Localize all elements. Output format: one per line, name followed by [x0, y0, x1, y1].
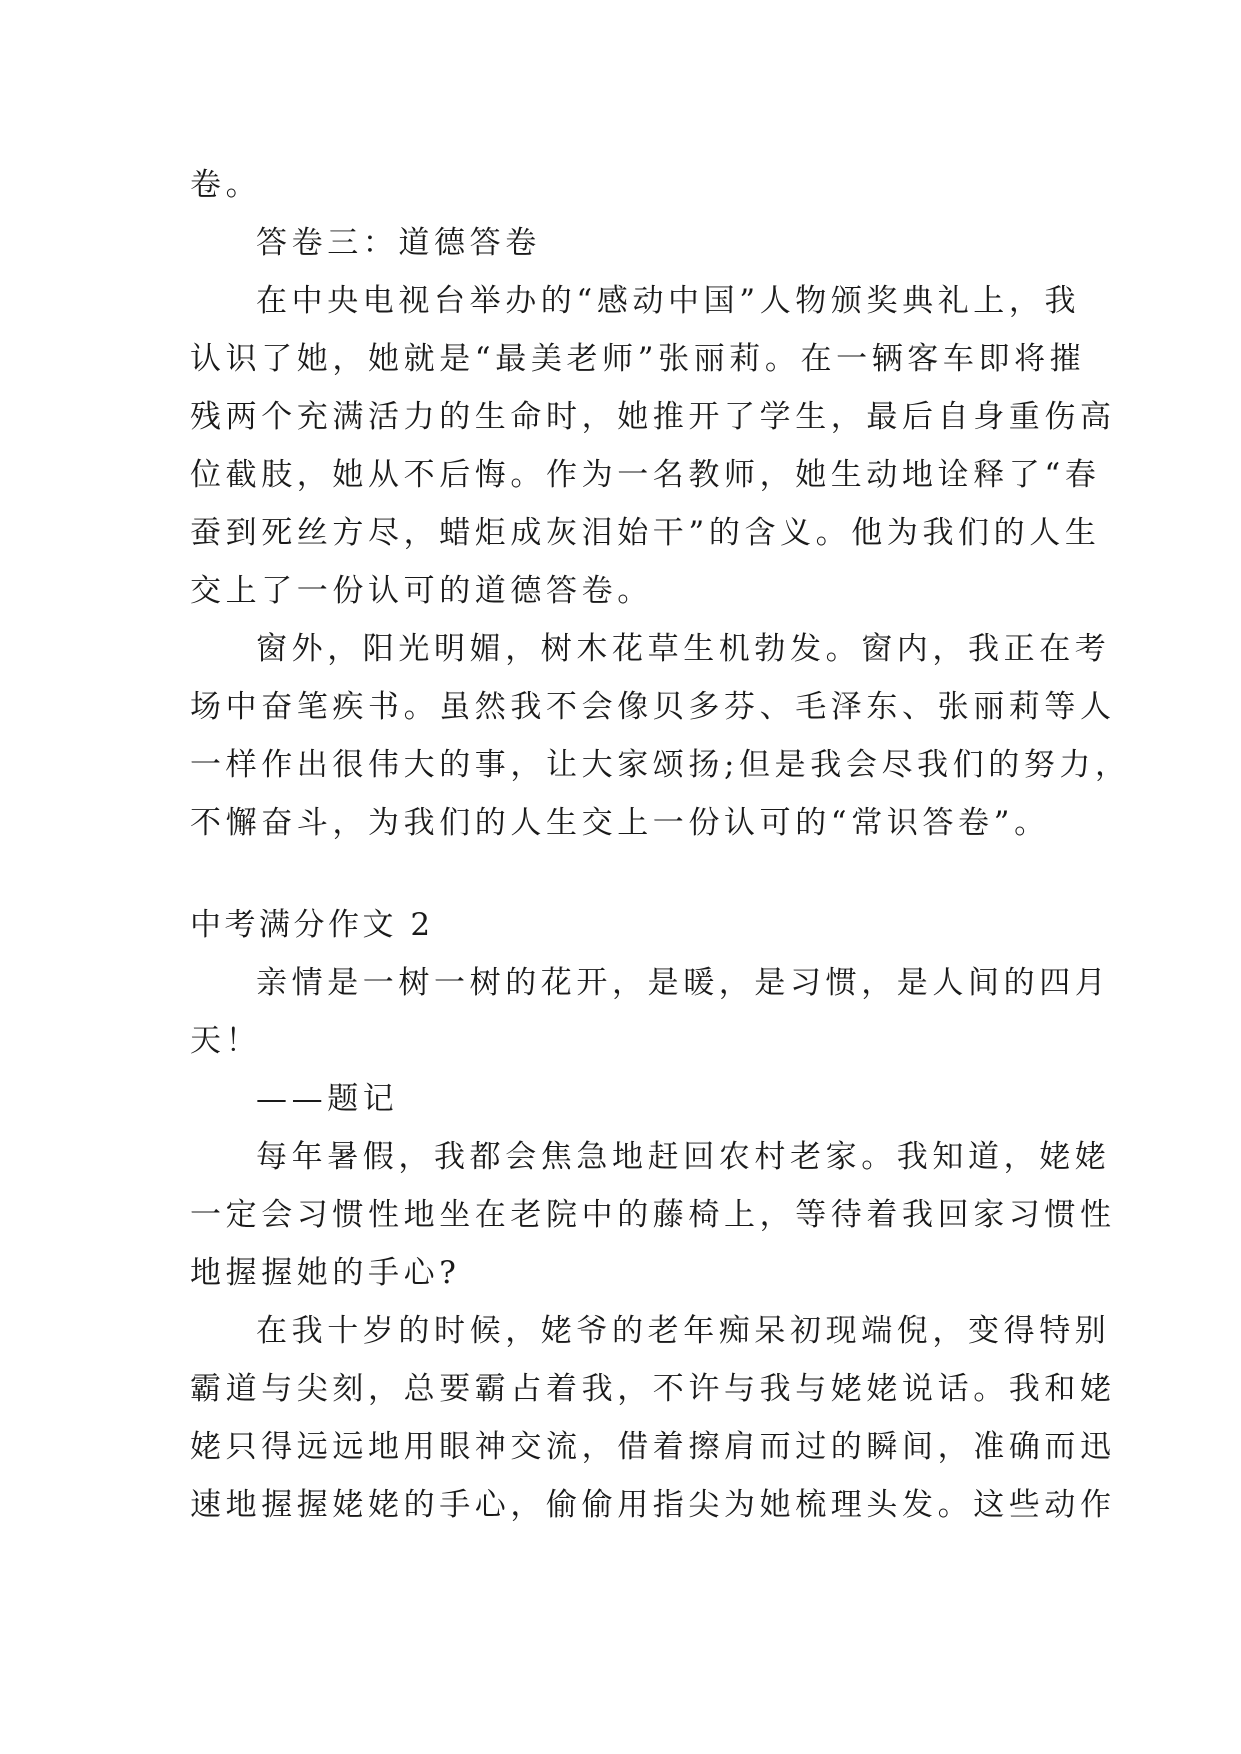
paragraph-line: 天！ [190, 1023, 262, 1059]
paragraph-line: 残两个充满活力的生命时，她推开了学生，最后自身重伤高 [190, 399, 1116, 435]
paragraph-line: 一定会习惯性地坐在老院中的藤椅上，等待着我回家习惯性 [190, 1197, 1116, 1233]
paragraph-line: 交上了一份认可的道德答卷。 [190, 573, 653, 609]
paragraph-line: 不懈奋斗，为我们的人生交上一份认可的“常识答卷”。 [190, 805, 1050, 841]
text-line: 卷。 [190, 167, 262, 203]
paragraph-line: 在中央电视台举办的“感动中国”人物颁奖典礼上，我 [256, 283, 1081, 319]
paragraph-line: 速地握握姥姥的手心，偷偷用指尖为她梳理头发。这些动作 [190, 1487, 1116, 1523]
paragraph-line: 每年暑假，我都会焦急地赶回农村老家。我知道，姥姥 [256, 1139, 1111, 1175]
paragraph-line: 蚕到死丝方尽，蜡炬成灰泪始干”的含义。他为我们的人生 [190, 515, 1101, 551]
paragraph-line: 一样作出很伟大的事，让大家颂扬;但是我会尽我们的努力， [190, 747, 1131, 783]
paragraph-line: 在我十岁的时候，姥爷的老年痴呆初现端倪，变得特别 [256, 1313, 1111, 1349]
paragraph-line: 认识了她，她就是“最美老师”张丽莉。在一辆客车即将摧 [190, 341, 1086, 377]
paragraph-line: 位截肢，她从不后悔。作为一名教师，她生动地诠释了“春 [190, 457, 1101, 493]
paragraph-line: 场中奋笔疾书。虽然我不会像贝多芬、毛泽东、张丽莉等人 [190, 689, 1116, 725]
paragraph-line: 地握握她的手心? [190, 1255, 461, 1291]
paragraph-line: 霸道与尖刻，总要霸占着我，不许与我与姥姥说话。我和姥 [190, 1371, 1116, 1407]
paragraph-line: 姥只得远远地用眼神交流，借着擦肩而过的瞬间，准确而迅 [190, 1429, 1116, 1465]
epigraph-note: ——题记 [256, 1081, 399, 1117]
section-gap [190, 852, 1050, 896]
paragraph-line: 窗外，阳光明媚，树木花草生机勃发。窗内，我正在考 [256, 631, 1111, 667]
section-heading: 答卷三：道德答卷 [256, 225, 541, 261]
essay-title: 中考满分作文 2 [190, 907, 434, 943]
document-body [190, 156, 1131, 1534]
paragraph-line: 亲情是一树一树的花开，是暖，是习惯，是人间的四月 [256, 965, 1111, 1001]
